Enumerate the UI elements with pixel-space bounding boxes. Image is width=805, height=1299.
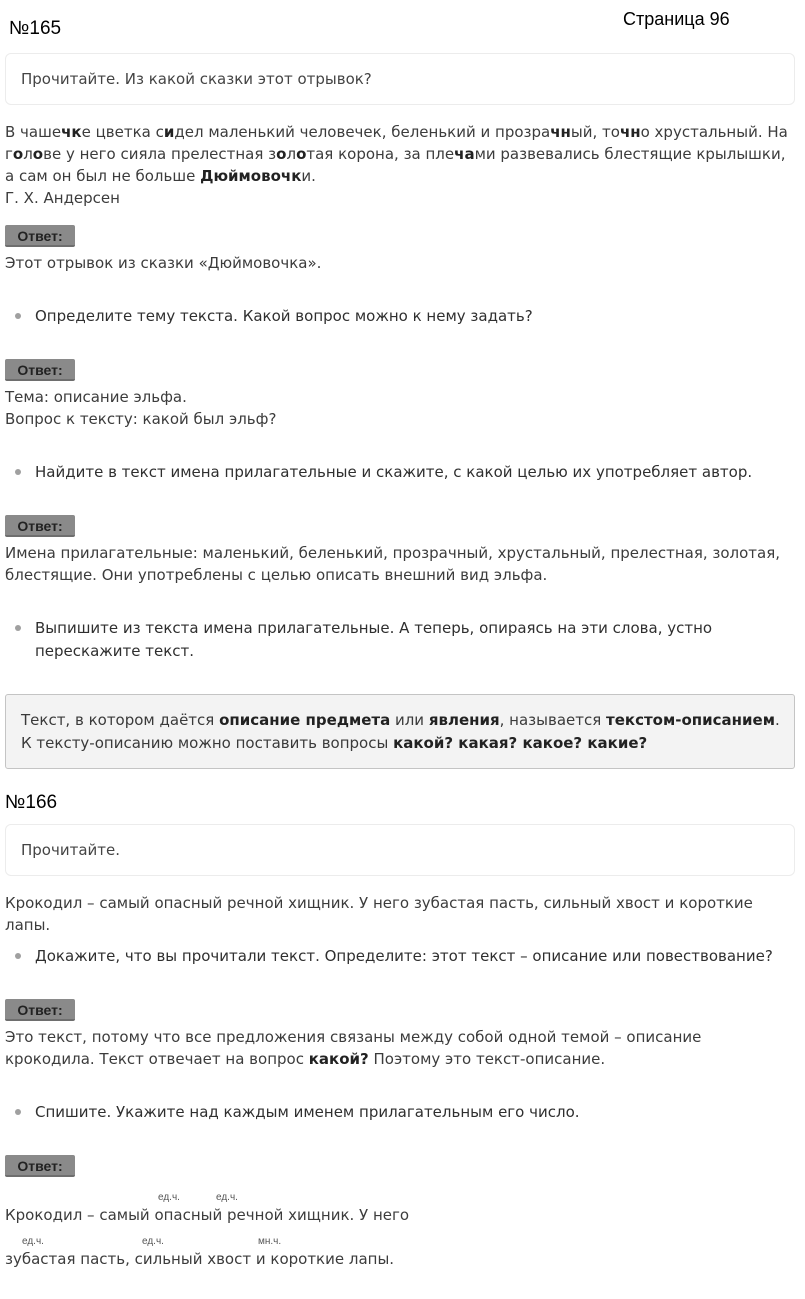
- task-166-answer-1: [5, 1026, 795, 1070]
- bold-fragment: какой?: [308, 1050, 369, 1068]
- task-166-answer-2-line-1: Крокодил – самый опасный речной хищник. У него: [5, 1206, 410, 1224]
- text-fragment: е цветка с: [81, 123, 164, 141]
- bold-fragment: текстом-описанием: [606, 711, 775, 729]
- task-165-prompt-box: [5, 53, 795, 105]
- task-166-question-2-text: Спишите. Укажите над каждым именем прилагательным его число.: [35, 1103, 580, 1121]
- text-fragment: ше: [38, 123, 62, 141]
- text-fragment: ми развевались блестящие крылышки, а сам он был не больше: [5, 145, 786, 185]
- bold-fragment: описание предмета: [219, 711, 391, 729]
- bullet-dot: [15, 953, 21, 959]
- text-fragment: л: [286, 145, 297, 163]
- bold-fragment: чк: [280, 167, 302, 185]
- question-3: [15, 461, 785, 484]
- question-2-text: Определите тему текста. Какой вопрос можно к нему задать?: [35, 307, 533, 325]
- task-166-answer-2-line-2: зубастая пасть, сильный хвост и короткие лапы.: [5, 1250, 395, 1268]
- text-fragment: Поэтому это текст-описание.: [368, 1050, 606, 1068]
- task-166-question-1-text: Докажите, что вы прочитали текст. Определите: этот текст – описание или повествование?: [35, 947, 773, 965]
- answer-2-line-2: Вопрос к тексту: какой был эльф?: [5, 410, 277, 428]
- task-165-number: №165: [9, 18, 62, 39]
- question-3-text: Найдите в текст имена прилагательные и скажите, с какой целью их употребляет автор.: [35, 463, 753, 481]
- number-mark: ед.ч.: [158, 1192, 180, 1203]
- text-fragment: , называется: [499, 711, 607, 729]
- question-4: [15, 617, 785, 663]
- bold-fragment: ча: [454, 145, 475, 163]
- task-166-question-1: [15, 945, 785, 968]
- text-fragment: тая корона, за пле: [306, 145, 455, 163]
- answer-badge-1: Ответ:: [5, 225, 75, 247]
- text-fragment: Текст, в котором даётся: [21, 711, 220, 729]
- bullet-dot: [15, 625, 21, 631]
- passage-text: [5, 123, 788, 185]
- text-fragment: Это текст, потому что все предложения связаны между собой одной темой – описание крокодила. Текст отвечает на вопрос: [5, 1028, 702, 1068]
- task-165-prompt: Прочитайте. Из какой сказки этот отрывок?: [21, 70, 372, 88]
- task-165-passage: [5, 121, 795, 209]
- number-mark: мн.ч.: [258, 1236, 282, 1247]
- rule-text: [21, 709, 781, 755]
- answer-2-line-1: Тема: описание эльфа.: [5, 388, 187, 406]
- bold-fragment: чк: [61, 123, 82, 141]
- answer-2: [5, 386, 795, 430]
- text-fragment: дел маленький человечек, беленький и прозра: [174, 123, 551, 141]
- bullet-dot: [15, 1109, 21, 1115]
- task-166-number: №166: [5, 792, 58, 813]
- passage-author: Г. Х. Андерсен: [5, 189, 120, 207]
- text-fragment: а: [28, 123, 39, 141]
- bold-fragment: о: [296, 145, 307, 163]
- rule-box: [5, 694, 795, 769]
- text-fragment: л: [23, 145, 33, 163]
- bold-fragment: и: [163, 123, 175, 141]
- bold-fragment: чн: [619, 123, 641, 141]
- task-166-prompt: Прочитайте.: [21, 841, 121, 859]
- bold-fragment: о: [12, 145, 24, 163]
- text-fragment: ый, то: [570, 123, 620, 141]
- bold-fragment: чн: [550, 123, 571, 141]
- answer-3: Имена прилагательные: маленький, беленький, прозрачный, хрустальный, прелестная, золотая, блестящие. Они употреблены с целью описать внешний вид эльфа.: [5, 544, 781, 584]
- answer-badge-2: Ответ:: [5, 359, 75, 381]
- question-2: [15, 305, 785, 328]
- page-number: Страница 96: [623, 9, 730, 29]
- answer-badge-5: Ответ:: [5, 1155, 75, 1177]
- bold-fragment: какой? какая? какое? какие?: [393, 734, 648, 752]
- bold-fragment: Дюймово: [200, 167, 281, 185]
- answer-1: Этот отрывок из сказки «Дюймовочка».: [5, 254, 322, 272]
- bullet-dot: [15, 313, 21, 319]
- text-fragment: о хрустальный. На г: [5, 123, 788, 163]
- bold-fragment: о: [276, 145, 287, 163]
- number-mark: ед.ч.: [216, 1192, 238, 1203]
- text-fragment: и.: [301, 167, 316, 185]
- text-fragment: В ч: [5, 123, 29, 141]
- task-166-text: Крокодил – самый опасный речной хищник. У него зубастая пасть, сильный хвост и короткие лапы.: [5, 894, 753, 934]
- question-4-text: Выпишите из текста имена прилагательные. А теперь, опираясь на эти слова, устно перескажите текст.: [35, 619, 713, 660]
- answer-badge-3: Ответ:: [5, 515, 75, 537]
- text-fragment: или: [390, 711, 429, 729]
- bold-fragment: о: [32, 145, 44, 163]
- text-fragment: . К тексту-описанию можно поставить вопросы: [21, 711, 780, 752]
- bold-fragment: явления: [428, 711, 500, 729]
- text-fragment: ве у него сияла прелестная з: [43, 145, 277, 163]
- number-mark: ед.ч.: [142, 1236, 164, 1247]
- answer-badge-4: Ответ:: [5, 999, 75, 1021]
- task-166-question-2: [15, 1101, 785, 1124]
- bullet-dot: [15, 469, 21, 475]
- task-166-prompt-box: [5, 824, 795, 876]
- number-mark: ед.ч.: [22, 1236, 44, 1247]
